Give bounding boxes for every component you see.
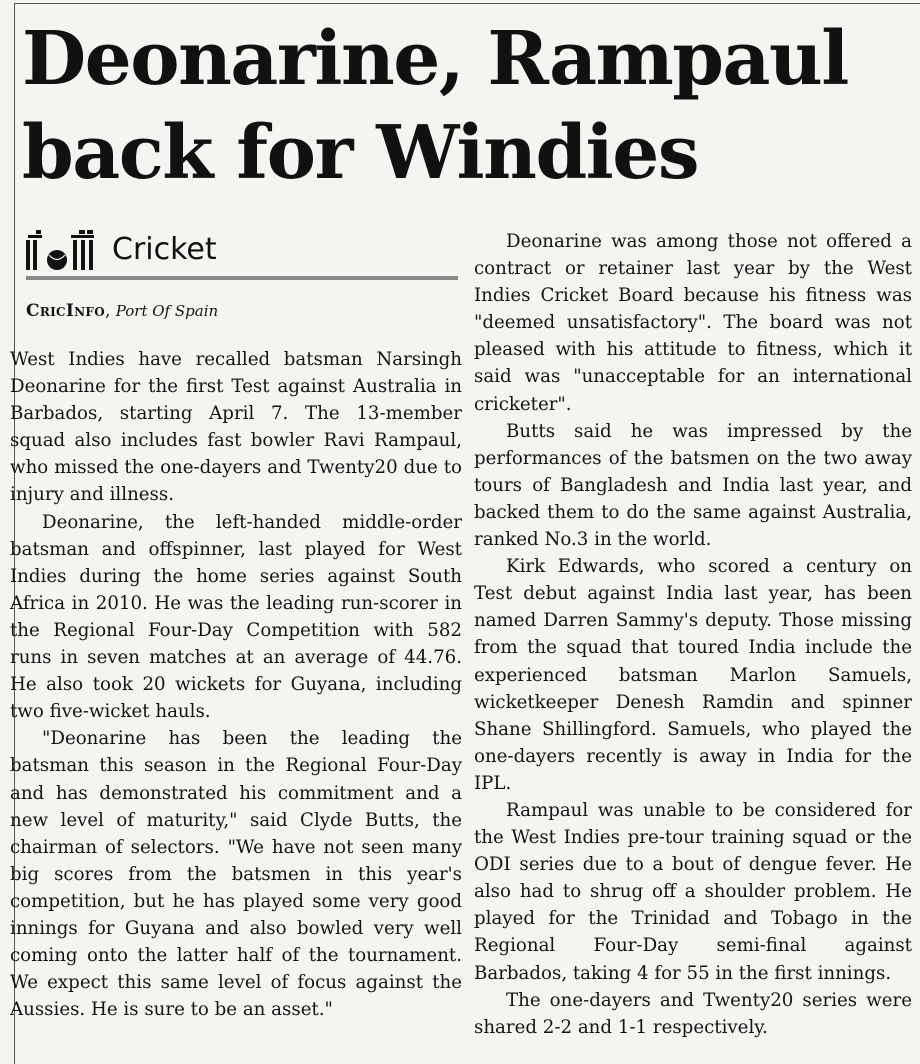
paragraph: Rampaul was unable to be considered for the West Indies pre-tour training squad or the ODI series due to a bout of dengue fever. He also had to shrug off a shoulder problem. He played for the Trinidad and Tobago in the Regional Four-Day semi-final against Barbados, taking 4 for 55 in the first innings. <box>474 799 912 984</box>
paragraph: Deonarine was among those not offered a contract or retainer last year by the West Indies Cricket Board because his fitness was "deemed unsatisfactory". The board was not pleased with his attitude to fitness, which it said was "unacceptable for an international cricketer". <box>474 231 912 415</box>
section-header <box>26 228 458 280</box>
left-body <box>10 346 462 1023</box>
paragraph: The one-dayers and Twenty20 series were shared 2-2 and 1-1 respectively. <box>474 989 912 1038</box>
paragraph: West Indies have recalled batsman Narsingh Deonarine for the first Test against Australia in Barbados, starting April 7. The 13-member squad also includes fast bowler Ravi Rampaul, who missed the one-dayers and Twenty20 due to injury and illness. <box>10 349 462 506</box>
top-border <box>14 3 920 4</box>
byline <box>26 298 218 324</box>
paragraph: "Deonarine has been the leading the batsman this season in the Regional Four-Day and has demonstrated his commitment and a new level of maturity," said Clyde Butts, the chairman of selectors. "We have not seen many big scores from the batsmen in this year's competition, but he has played some very good innings for Guyana and also bowled very well coming onto the latter half of the tournament. We expect this same level of focus against the Aussies. He is sure to be an asset." <box>10 728 462 1021</box>
right-body <box>474 228 912 1041</box>
headline: Deonarine, Rampaul back for Windies <box>22 16 848 196</box>
paragraph: Kirk Edwards, who scored a century on Test debut against India last year, has been named Darren Sammy's deputy. Those missing from the squad that toured India include the experienced batsman Marlon Samuels, wicketkeeper Denesh Ramdin and spinner Shane Shillingford. Samuels, who played the one-dayers recently is away in India for the IPL. <box>474 556 912 794</box>
section-label: Cricket <box>112 232 217 267</box>
byline-separator: , <box>104 301 116 321</box>
paragraph: Butts said he was impressed by the performances of the batsmen on the two away tours of Bangladesh and India last year, and backed them to do the same against Australia, ranked No.3 in the world. <box>474 420 912 551</box>
byline-source: CricInfo <box>26 301 105 321</box>
cricket-stumps-ball-icon <box>26 230 96 270</box>
paragraph: Deonarine, the left-handed middle-order batsman and offspinner, last played for West Indies during the home series against South Africa in 2010. He was the leading run-scorer in the Regional Four-Day Competition with 582 runs in seven matches at an average of 44.76. He also took 20 wickets for Guyana, including two five-wicket hauls. <box>10 511 462 723</box>
byline-place: Port Of Spain <box>115 302 219 320</box>
